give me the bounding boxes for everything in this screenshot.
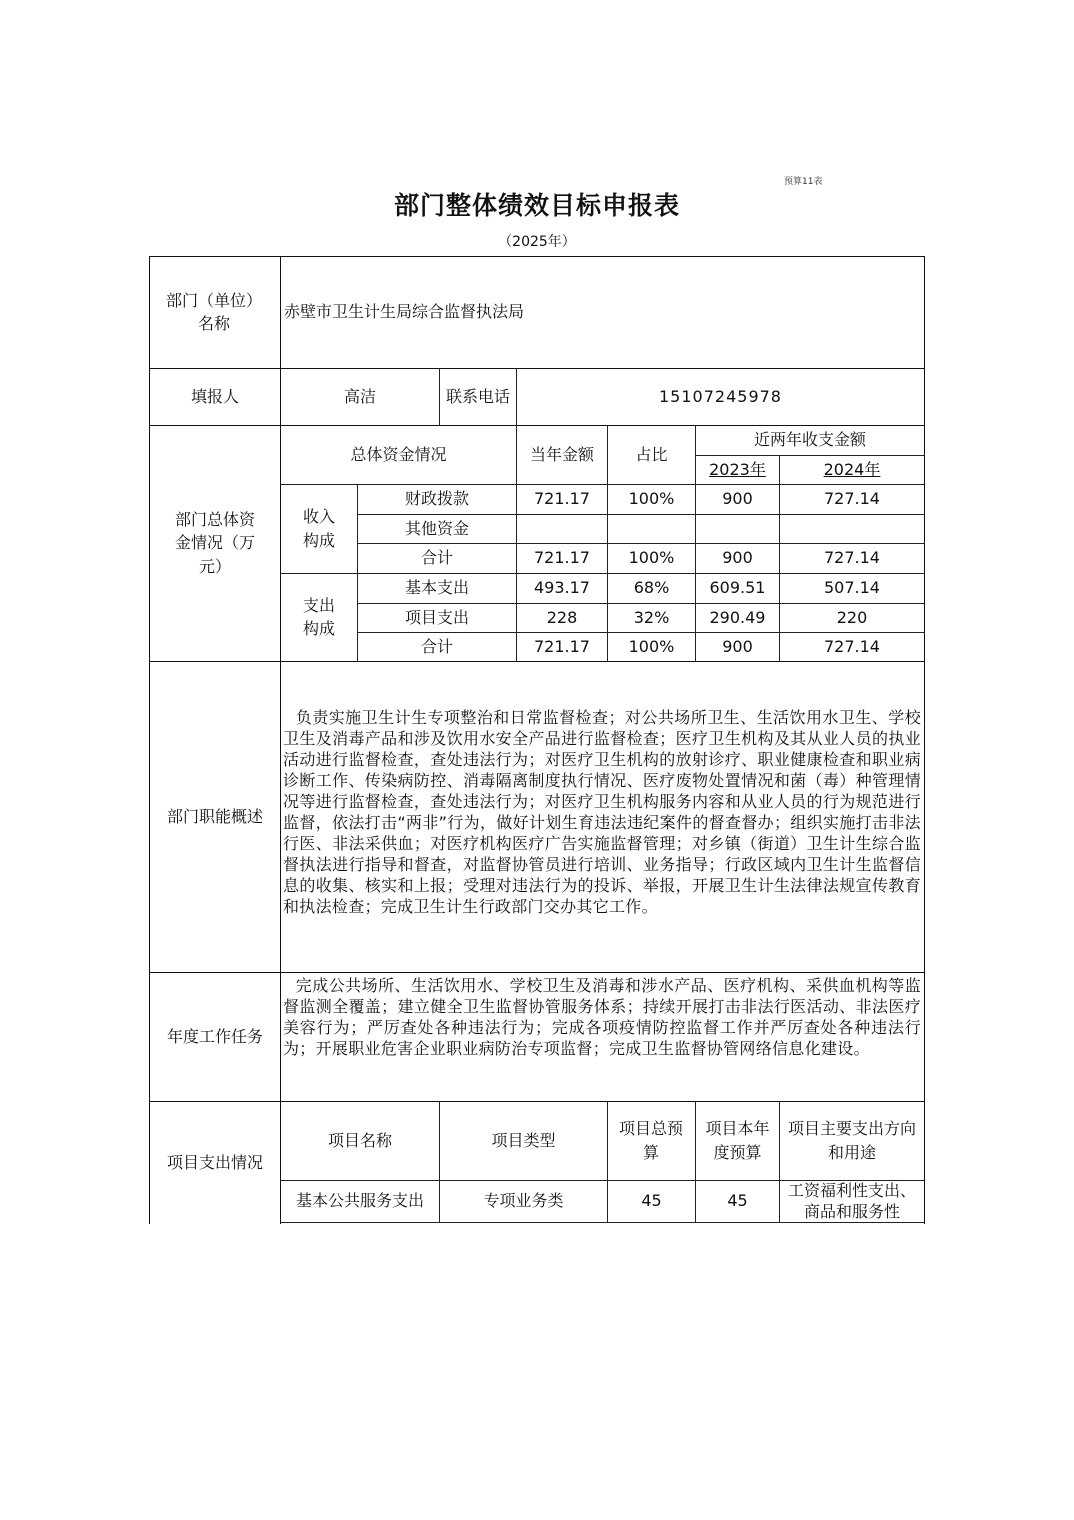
projects-label: 项目支出情况 — [166, 1152, 263, 1172]
expense-label: 支出构成 — [302, 595, 335, 638]
project-row-name: 基本公共服务支出 — [295, 1191, 424, 1211]
funds-header-2023: 2023年 — [709, 459, 766, 479]
funds-header-recent: 近两年收支金额 — [753, 430, 866, 450]
expense-row-2023: 900 — [722, 636, 753, 656]
functions-text: 负责实施卫生计生专项整治和日常监督检查；对公共场所卫生、生活饮用水卫生、学校卫生及消毒产品和涉及饮用水安全产品进行监督检查；医疗卫生机构及其从业人员的执业活动进行监督检查，查处违法行为；对医疗卫生机构的放射诊疗、职业健康检查和职业病诊断工作、传染病防控、消毒隔离制度执行情况、医疗废物处置情况和菌（毒）种管理情况等进行监督检查，查处违法行为；对医疗卫生机构服务内容和从业人员的行为规范进行监督，依法打击“两非”行为，做好计划生育违法违纪案件的督查督办；组织实施打击非法行医、非法采供血；对医疗机构医疗广告实施监督管理；对乡镇（街道）卫生计生综合监督执法进行指导和督查，对监督协管员进行培训、业务指导；行政区域内卫生计生监督信息的收集、核实和上报；受理对违法行为的投诉、举报，开展卫生计生法律法规宣传教育和执法检查；完成卫生计生行政部门交办其它工作。 — [283, 708, 921, 916]
expense-row-name: 合计 — [420, 636, 453, 656]
project-header-total: 项目总预算 — [618, 1119, 683, 1162]
income-row-2023 — [696, 514, 779, 543]
project-row-total: 45 — [641, 1191, 662, 1211]
expense-row-ratio: 32% — [633, 607, 670, 627]
project-header-type: 项目类型 — [491, 1130, 556, 1150]
page-tag: 预算11表 — [784, 177, 823, 187]
expense-row-2023: 290.49 — [709, 607, 766, 627]
project-header-name: 项目名称 — [327, 1130, 392, 1150]
expense-row-name: 项目支出 — [404, 607, 469, 627]
project-row-current: 45 — [727, 1191, 748, 1211]
expense-row-2024: 220 — [836, 607, 868, 627]
functions-label: 部门职能概述 — [166, 806, 263, 826]
expense-row-ratio: 68% — [633, 578, 670, 598]
expense-row-amount: 228 — [546, 607, 578, 627]
expense-row-amount: 721.17 — [534, 636, 590, 656]
income-row-2024: 727.14 — [824, 548, 880, 568]
project-row-type: 专项业务类 — [483, 1191, 564, 1211]
income-row-2023: 900 — [722, 548, 753, 568]
expense-row-2023: 609.51 — [709, 578, 766, 598]
income-row-2023: 900 — [722, 489, 753, 509]
income-row-2024 — [780, 514, 924, 543]
income-row-ratio: 100% — [628, 548, 675, 568]
project-header-current: 项目本年度预算 — [705, 1119, 770, 1162]
project-header-purpose: 项目主要支出方向和用途 — [787, 1119, 916, 1162]
income-row-name: 其他资金 — [404, 518, 469, 538]
funds-header-ratio: 占比 — [635, 444, 668, 464]
income-row-name: 合计 — [420, 548, 453, 568]
filler-label: 填报人 — [190, 386, 239, 406]
project-row-purpose: 工资福利性支出、商品和服务性 — [787, 1181, 916, 1221]
phone-label: 联系电话 — [445, 386, 510, 406]
income-row-amount — [517, 514, 607, 543]
expense-row-name: 基本支出 — [404, 578, 469, 598]
expense-row-ratio: 100% — [628, 636, 675, 656]
phone-value: 15107245978 — [659, 386, 782, 406]
income-row-2024: 727.14 — [824, 489, 880, 509]
funds-section-label: 部门总体资金情况（万元） — [174, 510, 255, 576]
expense-row-2024: 507.14 — [824, 578, 880, 598]
page-title: 部门整体绩效目标申报表 — [393, 191, 680, 220]
tasks-label: 年度工作任务 — [166, 1026, 263, 1046]
funds-header-total: 总体资金情况 — [350, 444, 447, 464]
funds-header-2024: 2024年 — [823, 459, 881, 479]
income-row-ratio — [608, 514, 695, 543]
funds-header-amount: 当年金额 — [529, 444, 594, 464]
expense-row-amount: 493.17 — [534, 578, 590, 598]
income-row-name: 财政拨款 — [404, 489, 469, 509]
income-row-ratio: 100% — [628, 489, 675, 509]
income-row-amount: 721.17 — [534, 548, 590, 568]
income-label: 收入构成 — [302, 507, 335, 550]
filler-value: 高洁 — [343, 386, 376, 406]
expense-row-2024: 727.14 — [824, 636, 880, 656]
dept-name-value: 赤壁市卫生计生局综合监督执法局 — [284, 302, 525, 322]
income-row-amount: 721.17 — [534, 489, 590, 509]
year-label: （2025年） — [498, 234, 576, 250]
tasks-text: 完成公共场所、生活饮用水、学校卫生及消毒和涉水产品、医疗机构、采供血机构等监督监测全覆盖；建立健全卫生监督协管服务体系；持续开展打击非法行医活动、非法医疗美容行为；严厉查处各种违法行为；完成各项疫情防控监督工作并严厉查处各种违法行为；开展职业危害企业职业病防治专项监督；完成卫生监督协管网络信息化建设。 — [283, 976, 921, 1058]
dept-name-label: 部门（单位）名称 — [165, 290, 262, 333]
